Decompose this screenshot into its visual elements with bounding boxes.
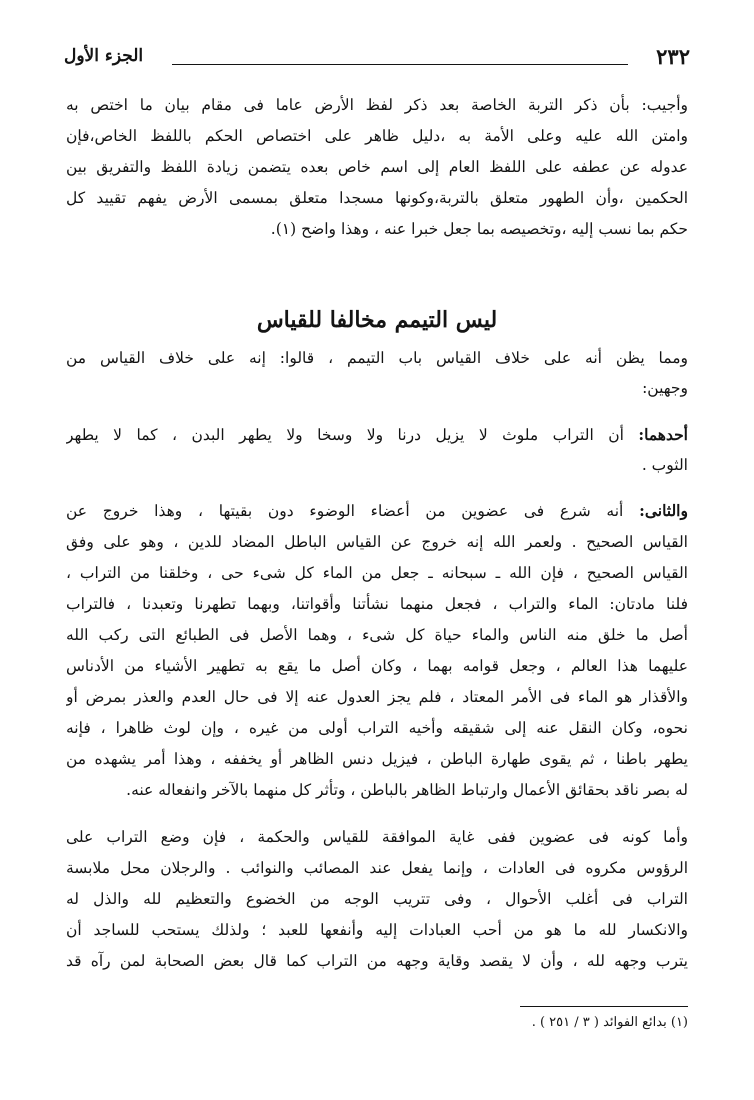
paragraph-4-line bbox=[66, 496, 688, 526]
paragraph-5-line: والانكسار لله ما هو من أحب العبادات إليه وأنفعها للعبد ؛ ولذلك يستحب للساجد أن bbox=[66, 921, 688, 939]
paragraph-4-line: نحوه، وكان النقل عنه إلى شقيقه وأخيه التراب أولى من غيره ، وإن لوث ظاهرا ، فإنه bbox=[66, 719, 688, 737]
paragraph-5-line: يترب وجهه لله ، وأن لا يقصد وقاية وجهه من التراب كما قال بعض الصحابة لمن رآه قد bbox=[66, 952, 688, 970]
first-point-text: أن التراب ملوث لا يزيل درنا ولا وسخا ولا يطهر البدن ، كما لا يطهر bbox=[66, 426, 624, 444]
paragraph-1-line: الحكمين ،وأن الطهور متعلق بالتربة،وكونها مسجدا متعلق بمسمى الأرض يفهم تقييد كل bbox=[66, 189, 688, 207]
first-point-label: أحدهما: bbox=[638, 425, 688, 444]
page-header bbox=[64, 44, 690, 74]
paragraph-2-line: وجهين: bbox=[642, 379, 688, 397]
paragraph-2-line: ومما يظن أنه على خلاف القياس باب التيمم ، قالوا: إنه على خلاف القياس من bbox=[66, 349, 688, 367]
paragraph-1-line: عدوله عن عطفه على اللفظ العام إلى اسم خاص بعده يتضمن زيادة اللفظ والتفريق بين bbox=[66, 158, 688, 176]
paragraph-1-line: وامتن الله عليه وعلى الأمة به ،دليل ظاهر على اختصاص الحكم باللفظ الخاص،فإن bbox=[66, 127, 688, 145]
paragraph-4-line: أصل ما خلق منه الناس والماء حياة كل شىء ، وهما الأصل فى الطبائع التى ركب الله bbox=[66, 626, 688, 644]
second-point-label: والثانى: bbox=[639, 501, 688, 520]
footnote: (١) بدائع الفوائد ( ٣ / ٢٥١ ) . bbox=[531, 1015, 688, 1030]
paragraph-5-line: التراب فى أغلب الأحوال ، وفى تتريب الوجه من الخضوع والتعظيم لله والذل له bbox=[66, 890, 688, 908]
paragraph-4-line: القياس الصحيح . ولعمر الله إنه خروج عن القياس الباطل المضاد للدين ، وهو على وفق bbox=[66, 533, 688, 551]
section-heading: ليس التيمم مخالفا للقياس bbox=[256, 307, 498, 333]
paragraph-4-line: يطهر باطنا ، ثم يقوى طهارة الباطن ، فيزيل دنس الظاهر أو يخففه ، وهذا أمر يشهده من bbox=[66, 750, 688, 768]
paragraph-3-line: الثوب . bbox=[641, 456, 688, 474]
paragraph-1-line: وأجيب: بأن ذكر التربة الخاصة بعد ذكر لفظ الأرض عاما فى مقام بيان ما اختص به bbox=[66, 96, 688, 114]
paragraph-1-line: حكم بما نسب إليه ،وتخصيصه بما جعل خبرا عنه ، وهذا واضح (١). bbox=[270, 220, 688, 238]
paragraph-4-line: له بصر ناقد بحقائق الأعمال وارتباط الظاهر بالباطن ، وتأثر كل منهما بالآخر وانفعاله عنه. bbox=[126, 781, 688, 799]
second-point-text: أنه شرع فى عضوين من أعضاء الوضوء دون بقيتها ، وهذا خروج عن bbox=[66, 502, 624, 520]
paragraph-4-line: والأقذار هو الماء فى الأمر المعتاد ، فلم يجز العدول عنه إلا فى حال العدم والعذر بمرض أو bbox=[66, 688, 688, 706]
paragraph-4-line: عليهما هذا العالم ، وجعل قوامه بهما ، وكان أصل ما يقع به تطهير الأشياء من الأدناس bbox=[66, 657, 688, 675]
paragraph-5-line: الرؤوس مكروه فى العادات ، وإنما يفعل عند المصائب والنوائب . والرجلان محل ملابسة bbox=[66, 859, 688, 877]
footnote-rule bbox=[520, 1006, 688, 1007]
paragraph-4-line: فلنا مادتان: الماء والتراب ، فجعل منهما نشأتنا وأقواتنا، وبهما تطهرنا وتعبدنا ، فالتراب bbox=[66, 595, 688, 613]
running-title: الجزء الأول bbox=[64, 46, 144, 66]
header-rule bbox=[172, 64, 628, 65]
paragraph-4-line: القياس الصحيح ، فإن الله ـ سبحانه ـ جعل من الماء كل شىء حى ، وخلقنا من التراب ، bbox=[66, 564, 688, 582]
page-number: ٢٣٢ bbox=[656, 44, 690, 69]
paragraph-5-line: وأما كونه فى عضوين ففى غاية الموافقة للقياس والحكمة ، فإن وضع التراب على bbox=[66, 828, 688, 846]
paragraph-3-line bbox=[66, 420, 688, 450]
